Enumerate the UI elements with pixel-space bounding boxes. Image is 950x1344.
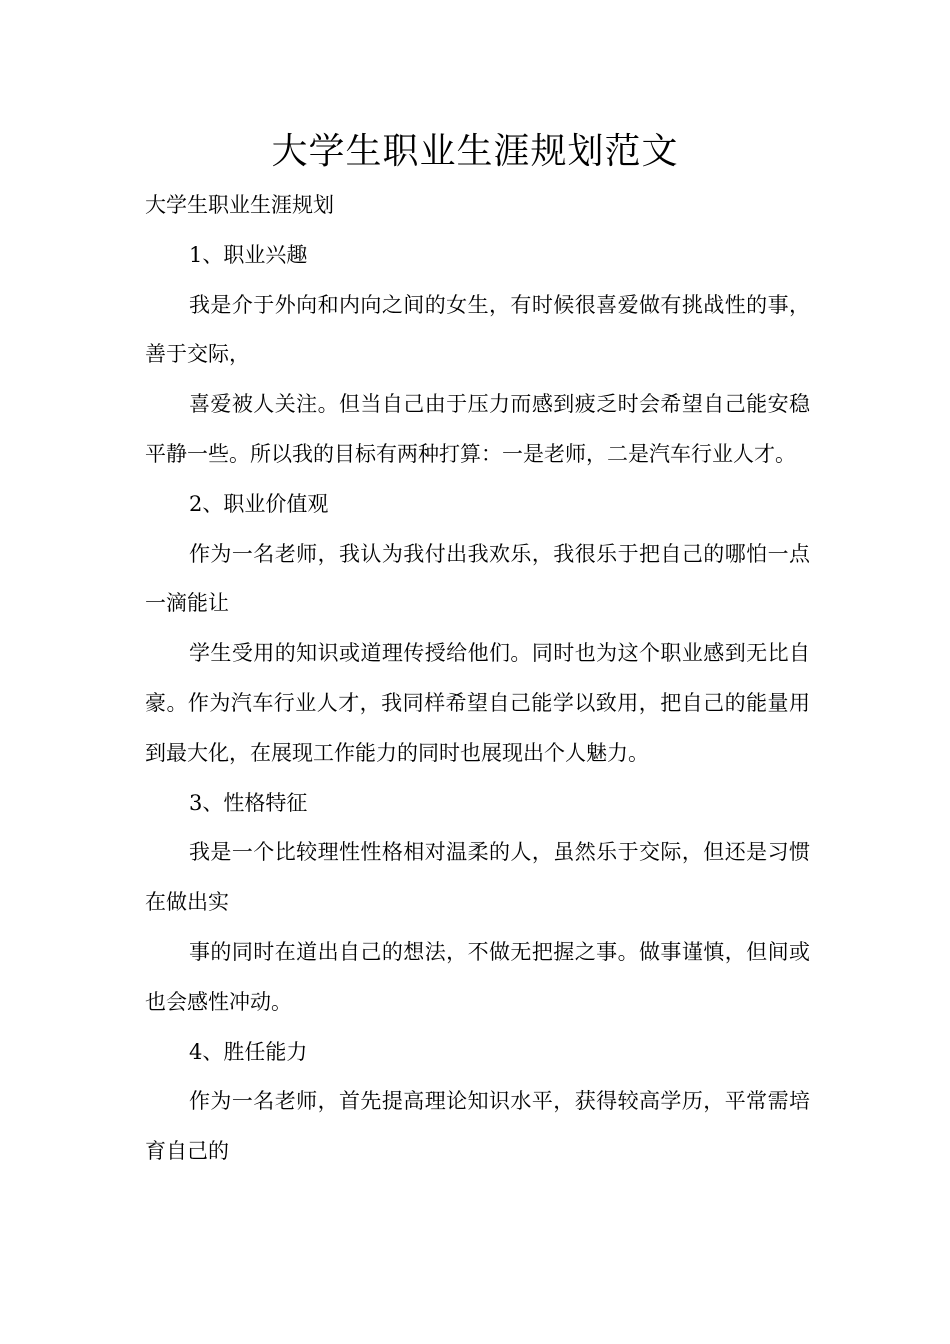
paragraph: 我是介于外向和内向之间的女生，有时候很喜爱做有挑战性的事，善于交际， [145,292,810,367]
section-heading-interest: 1、职业兴趣 [189,242,308,267]
section-heading-values: 2、职业价值观 [189,491,329,516]
paragraph: 作为一名老师，首先提高理论知识水平，获得较高学历，平常需培育自己的 [145,1089,810,1164]
document-body [145,181,810,1177]
paragraph: 喜爱被人关注。但当自己由于压力而感到疲乏时会希望自己能安稳平静一些。所以我的目标有两种打算：一是老师，二是汽车行业人才。 [145,392,810,466]
section-heading-competence: 4、胜任能力 [189,1039,308,1064]
paragraph: 事的同时在道出自己的想法，不做无把握之事。做事谨慎，但间或也会感性冲动。 [145,939,810,1014]
paragraph: 作为一名老师，我认为我付出我欢乐，我很乐于把自己的哪怕一点一滴能让 [145,541,810,616]
paragraph: 学生受用的知识或道理传授给他们。同时也为这个职业感到无比自豪。作为汽车行业人才，我同样希望自己能学以致用，把自己的能量用到最大化，在展现工作能力的同时也展现出个人魅力。 [145,641,810,765]
document-title: 大学生职业生涯规划范文 [271,131,679,172]
document-subtitle: 大学生职业生涯规划 [145,193,334,217]
paragraph: 我是一个比较理性性格相对温柔的人，虽然乐于交际，但还是习惯在做出实 [145,840,810,915]
section-heading-personality: 3、性格特征 [189,790,308,815]
